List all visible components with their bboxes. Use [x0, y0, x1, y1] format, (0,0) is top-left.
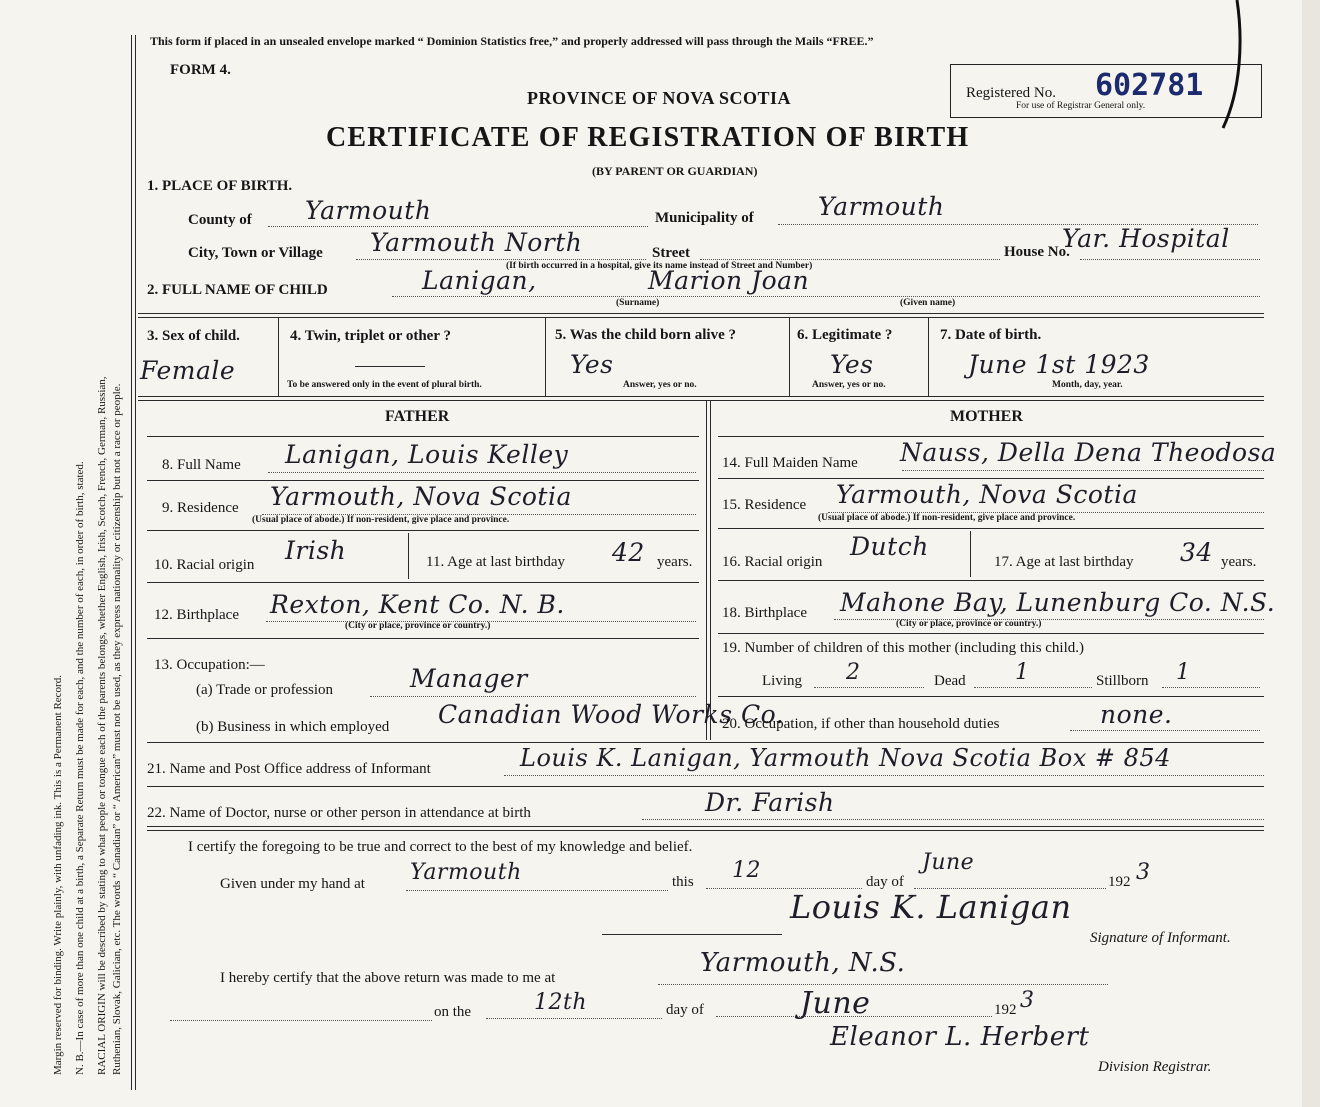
registrar-note: For use of Registrar General only. [1016, 101, 1146, 111]
father-years: years. [657, 554, 693, 570]
informant-signature: Louis K. Lanigan [790, 888, 1072, 926]
mother-name-line [902, 470, 1264, 471]
father-trade-line [370, 696, 696, 697]
given-name-note: (Given name) [900, 298, 956, 308]
house-label: House No. [1004, 244, 1070, 260]
mother-birthplace-label: 18. Birthplace [722, 605, 807, 621]
mother-residence-note: (Usual place of abode.) If non-resident, give place and province. [818, 513, 1076, 523]
divider [970, 531, 971, 577]
registrar-dayof-label: day of [666, 1002, 704, 1018]
father-age: 42 [612, 538, 645, 567]
registrar-leader-line [170, 1020, 432, 1021]
municipality-value: Yarmouth [818, 192, 945, 221]
mother-occupation-label: 20. Occupation, if other than household duties [722, 716, 1000, 732]
stillborn-line [1162, 687, 1260, 688]
father-occupation-label: 13. Occupation:— [154, 657, 265, 673]
registrar-year-prefix: 192 [994, 1002, 1017, 1018]
rule [718, 478, 1264, 479]
stillborn-label: Stillborn [1096, 673, 1149, 689]
signature-line [602, 934, 782, 935]
father-residence: Yarmouth, Nova Scotia [270, 482, 572, 511]
margin-note-racial-origin: RACIAL ORIGIN will be described by stating to what people or tongue each of the parents belongs, whether English, Irish, Scotch, French, German, Russian, [96, 376, 108, 1075]
binding-edge [1302, 0, 1320, 1107]
province-heading: PROVINCE OF NOVA SCOTIA [527, 88, 792, 108]
mother-occupation: none. [1100, 700, 1173, 729]
father-name-label: 8. Full Name [162, 457, 241, 473]
county-line [268, 226, 648, 227]
given-year-prefix: 192 [1108, 874, 1131, 890]
given-label: Given under my hand at [220, 876, 365, 892]
dead-line [974, 687, 1092, 688]
parents-divider [706, 400, 707, 740]
registrar-day: 12th [534, 990, 588, 1015]
legitimate-label: 6. Legitimate ? [797, 327, 893, 343]
rule-above-parents [138, 396, 1264, 401]
mother-years: years. [1221, 554, 1257, 570]
sex-value: Female [140, 356, 236, 385]
registrar-month: June [800, 986, 871, 1021]
given-place: Yarmouth [410, 860, 522, 885]
rule [147, 786, 1264, 787]
mother-age-label: 17. Age at last birthday [994, 554, 1134, 570]
mother-children-label: 19. Number of children of this mother (including this child.) [722, 640, 1085, 656]
house-value: Yar. Hospital [1062, 224, 1230, 253]
informant-line [504, 775, 1264, 776]
living-value: 2 [846, 660, 861, 685]
bracket-stroke-icon [1215, 0, 1245, 130]
rule [147, 582, 699, 583]
mother-birthplace: Mahone Bay, Lunenburg Co. N.S. [840, 588, 1276, 617]
father-trade: Manager [410, 664, 528, 693]
mother-racial: Dutch [850, 532, 929, 561]
rule [147, 436, 699, 437]
dob-label: 7. Date of birth. [940, 327, 1042, 343]
registrar-signature: Eleanor L. Herbert [830, 1022, 1090, 1052]
county-value: Yarmouth [305, 196, 432, 225]
rule [718, 696, 1264, 697]
father-heading: FATHER [385, 408, 450, 425]
margin-note-permanent-record: Margin reserved for binding. Write plainly, with unfading ink. This is a Permanent Record. [52, 675, 64, 1075]
given-day: 12 [732, 858, 761, 883]
father-name: Lanigan, Louis Kelley [285, 440, 569, 469]
alive-label: 5. Was the child born alive ? [555, 327, 736, 343]
father-residence-label: 9. Residence [162, 500, 239, 516]
father-birthplace-note: (City or place, province or country.) [345, 621, 491, 631]
given-month: June [922, 850, 975, 875]
father-racial: Irish [285, 536, 347, 565]
page-subtitle: (BY PARENT OR GUARDIAN) [592, 164, 758, 178]
rule [147, 480, 699, 481]
mother-name-label: 14. Full Maiden Name [722, 455, 858, 471]
parents-divider-inner [710, 400, 711, 740]
hospital-note: (If birth occurred in a hospital, give its name instead of Street and Number) [506, 261, 813, 271]
mother-residence-label: 15. Residence [722, 497, 807, 513]
mother-occupation-line [1070, 730, 1260, 731]
alive-note: Answer, yes or no. [623, 380, 697, 390]
father-business: Canadian Wood Works Co. [438, 700, 785, 729]
child-name-line [392, 296, 1260, 297]
given-year-digit: 3 [1136, 860, 1151, 885]
rule [147, 638, 699, 639]
registrar-statement: I hereby certify that the above return was made to me at [220, 970, 556, 986]
county-label: County of [188, 212, 252, 228]
divider [408, 533, 409, 579]
registrar-place-line [658, 984, 1108, 985]
stillborn-value: 1 [1176, 660, 1191, 685]
form-label: FORM 4. [170, 62, 231, 78]
street-line [700, 259, 1000, 260]
registrar-place: Yarmouth, N.S. [700, 948, 906, 978]
given-dayof-label: day of [866, 874, 904, 890]
registrar-day-line [486, 1018, 662, 1019]
rule [147, 742, 1264, 743]
dead-value: 1 [1015, 660, 1030, 685]
mother-name: Nauss, Della Dena Theodosa [900, 438, 1277, 467]
registered-number: 602781 [1095, 68, 1204, 103]
rule [718, 633, 1264, 634]
margin-note-plural-birth: N. B.—In case of more than one child at a birth, a Separate Return must be made for each, and the number of each, in order of birth, stated. [74, 461, 86, 1075]
rule [147, 530, 699, 531]
father-age-label: 11. Age at last birthday [426, 554, 565, 570]
given-place-line [406, 890, 668, 891]
registered-label: Registered No. [966, 85, 1056, 101]
city-line [356, 259, 646, 260]
mail-notice: This form if placed in an unsealed envelope marked “ Dominion Statistics free,” and properly addressed will pass through the Mails “FREE.” [150, 34, 874, 48]
informant-value: Louis K. Lanigan, Yarmouth Nova Scotia Box # 854 [520, 744, 1171, 772]
doctor-label: 22. Name of Doctor, nurse or other person in attendance at birth [147, 805, 531, 821]
child-given-names: Marion Joan [648, 266, 810, 295]
father-residence-note: (Usual place of abode.) If non-resident, give place and province. [252, 515, 510, 525]
margin-border-line-inner [135, 35, 136, 1090]
child-surname: Lanigan, [422, 266, 537, 295]
divider [789, 318, 790, 396]
twin-note: To be answered only in the event of plural birth. [287, 380, 482, 390]
registrar-onthe-label: on the [434, 1004, 472, 1020]
page-title: CERTIFICATE OF REGISTRATION OF BIRTH [326, 122, 970, 153]
surname-note: (Surname) [616, 298, 660, 308]
house-line [1080, 259, 1260, 260]
divider [928, 318, 929, 396]
mother-age: 34 [1180, 538, 1213, 567]
given-this-label: this [672, 874, 694, 890]
informant-signature-label: Signature of Informant. [1090, 930, 1231, 946]
rule-above-certification [147, 826, 1264, 831]
rule-above-child-details [138, 313, 1264, 318]
twin-label: 4. Twin, triplet or other ? [290, 328, 451, 344]
living-line [814, 687, 924, 688]
mother-racial-label: 16. Racial origin [722, 554, 823, 570]
twin-dash [355, 366, 425, 367]
legitimate-note: Answer, yes or no. [812, 380, 886, 390]
mother-residence: Yarmouth, Nova Scotia [836, 480, 1138, 509]
mother-birthplace-note: (City or place, province or country.) [896, 619, 1042, 629]
place-of-birth-label: 1. PLACE OF BIRTH. [147, 178, 293, 194]
registrar-signature-label: Division Registrar. [1098, 1059, 1212, 1075]
father-birthplace-label: 12. Birthplace [154, 607, 239, 623]
rule [718, 528, 1264, 529]
margin-note-racial-origin-2: Ruthenian, Slovak, Galician, etc. The words “ Canadian” or “ American” must not be used, as they express nationality or citizenship but not a race or people. [111, 383, 123, 1075]
margin-border-line [131, 35, 132, 1090]
child-name-label: 2. FULL NAME OF CHILD [147, 282, 328, 298]
informant-label: 21. Name and Post Office address of Informant [147, 761, 431, 777]
doctor-value: Dr. Farish [705, 788, 835, 817]
father-trade-label: (a) Trade or profession [196, 682, 334, 698]
father-racial-label: 10. Racial origin [154, 557, 255, 573]
legitimate-value: Yes [830, 350, 874, 379]
dob-value: June 1st 1923 [968, 350, 1150, 379]
father-birthplace: Rexton, Kent Co. N. B. [270, 590, 565, 619]
divider [278, 318, 279, 396]
registrar-year-digit: 3 [1020, 988, 1035, 1013]
rule [718, 436, 1264, 437]
sex-label: 3. Sex of child. [147, 328, 240, 344]
dead-label: Dead [934, 673, 966, 689]
rule [718, 580, 1264, 581]
city-value: Yarmouth North [370, 228, 583, 257]
street-label: Street [652, 245, 691, 261]
alive-value: Yes [570, 350, 614, 379]
father-business-label: (b) Business in which employed [196, 719, 390, 735]
living-label: Living [762, 673, 802, 689]
dob-note: Month, day, year. [1052, 380, 1123, 390]
father-name-line [268, 472, 696, 473]
municipality-label: Municipality of [655, 210, 754, 226]
divider [545, 318, 546, 396]
doctor-line [642, 819, 1264, 820]
mother-heading: MOTHER [950, 408, 1023, 425]
city-label: City, Town or Village [188, 245, 323, 261]
certify-statement: I certify the foregoing to be true and correct to the best of my knowledge and belief. [188, 839, 693, 855]
